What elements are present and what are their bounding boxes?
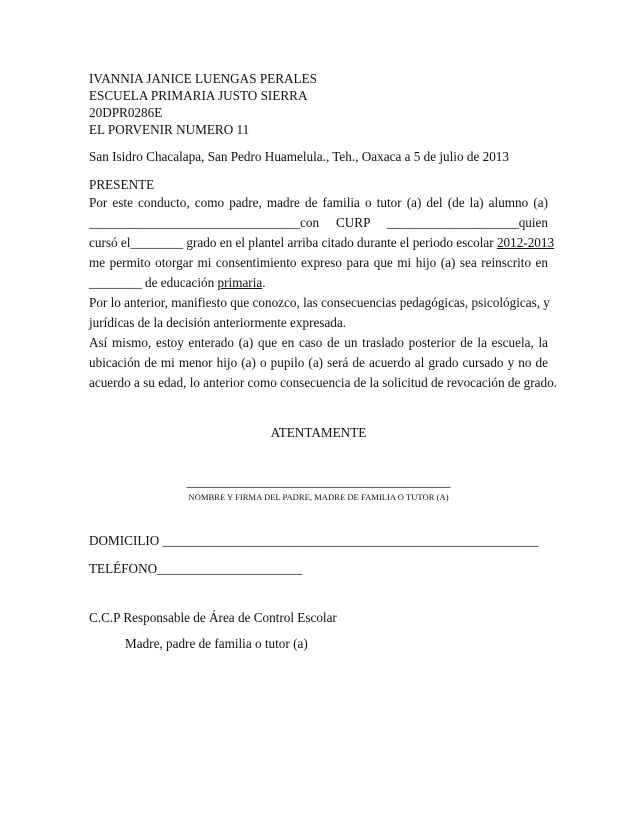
education-level: primaria [217,275,263,290]
paragraph-line: jurídicas de la decisión anteriormente expresada. [89,315,347,330]
domicilio-field: DOMICILIO _________________________________________________________ [89,533,539,548]
signature-caption: NOMBRE Y FIRMA DEL PADRE, MADRE DE FAMILIA O TUTOR (A) [188,492,449,502]
closing: ATENTAMENTE [270,425,367,440]
paragraph-line [89,233,555,253]
ccp-line: Madre, padre de familia o tutor (a) [125,636,308,651]
paragraph-line: ________________________________con CURP ____________________quien [89,215,548,230]
paragraph-line: ubicación de mi menor hijo (a) o pupilo (a) será de acuerdo al grado cursado y no de [89,355,548,370]
paragraph-line: Así mismo, estoy enterado (a) que en caso de un traslado posterior de la escuela, la [89,335,548,350]
school-code: 20DPR0286E [89,105,163,120]
paragraph-line: Por este conducto, como padre, madre de familia o tutor (a) del (de la) alumno (a) [89,195,548,210]
school-period: 2012-2013 [496,235,555,250]
salutation: PRESENTE [89,177,155,192]
paragraph-line: Por lo anterior, manifiesto que conozco, las consecuencias pedagógicas, psicológicas, y [89,295,550,310]
ccp-line: C.C.P Responsable de Área de Control Escolar [89,610,337,625]
telefono-field: TELÉFONO______________________ [89,561,303,576]
paragraph-line: acuerdo a su edad, lo anterior como consecuencia de la solicitud de revocación de grado. [89,375,557,390]
paragraph-line [89,273,548,293]
school-name: ESCUELA PRIMARIA JUSTO SIERRA [89,88,308,103]
paragraph-text: . [262,275,266,290]
paragraph-text: cursó el________ grado en el plantel arriba citado durante el periodo escolar [89,235,497,250]
school-address: EL PORVENIR NUMERO 11 [89,122,250,137]
paragraph-line: me permito otorgar mi consentimiento expreso para que mi hijo (a) sea reinscrito en [89,255,548,270]
signature-line: ________________________________________ [186,474,451,489]
recipient-name: IVANNIA JANICE LUENGAS PERALES [89,71,317,86]
paragraph-text: ________ de educación [89,275,218,290]
place-and-date: San Isidro Chacalapa, San Pedro Huamelula., Teh., Oaxaca a 5 de julio de 2013 [89,149,509,164]
